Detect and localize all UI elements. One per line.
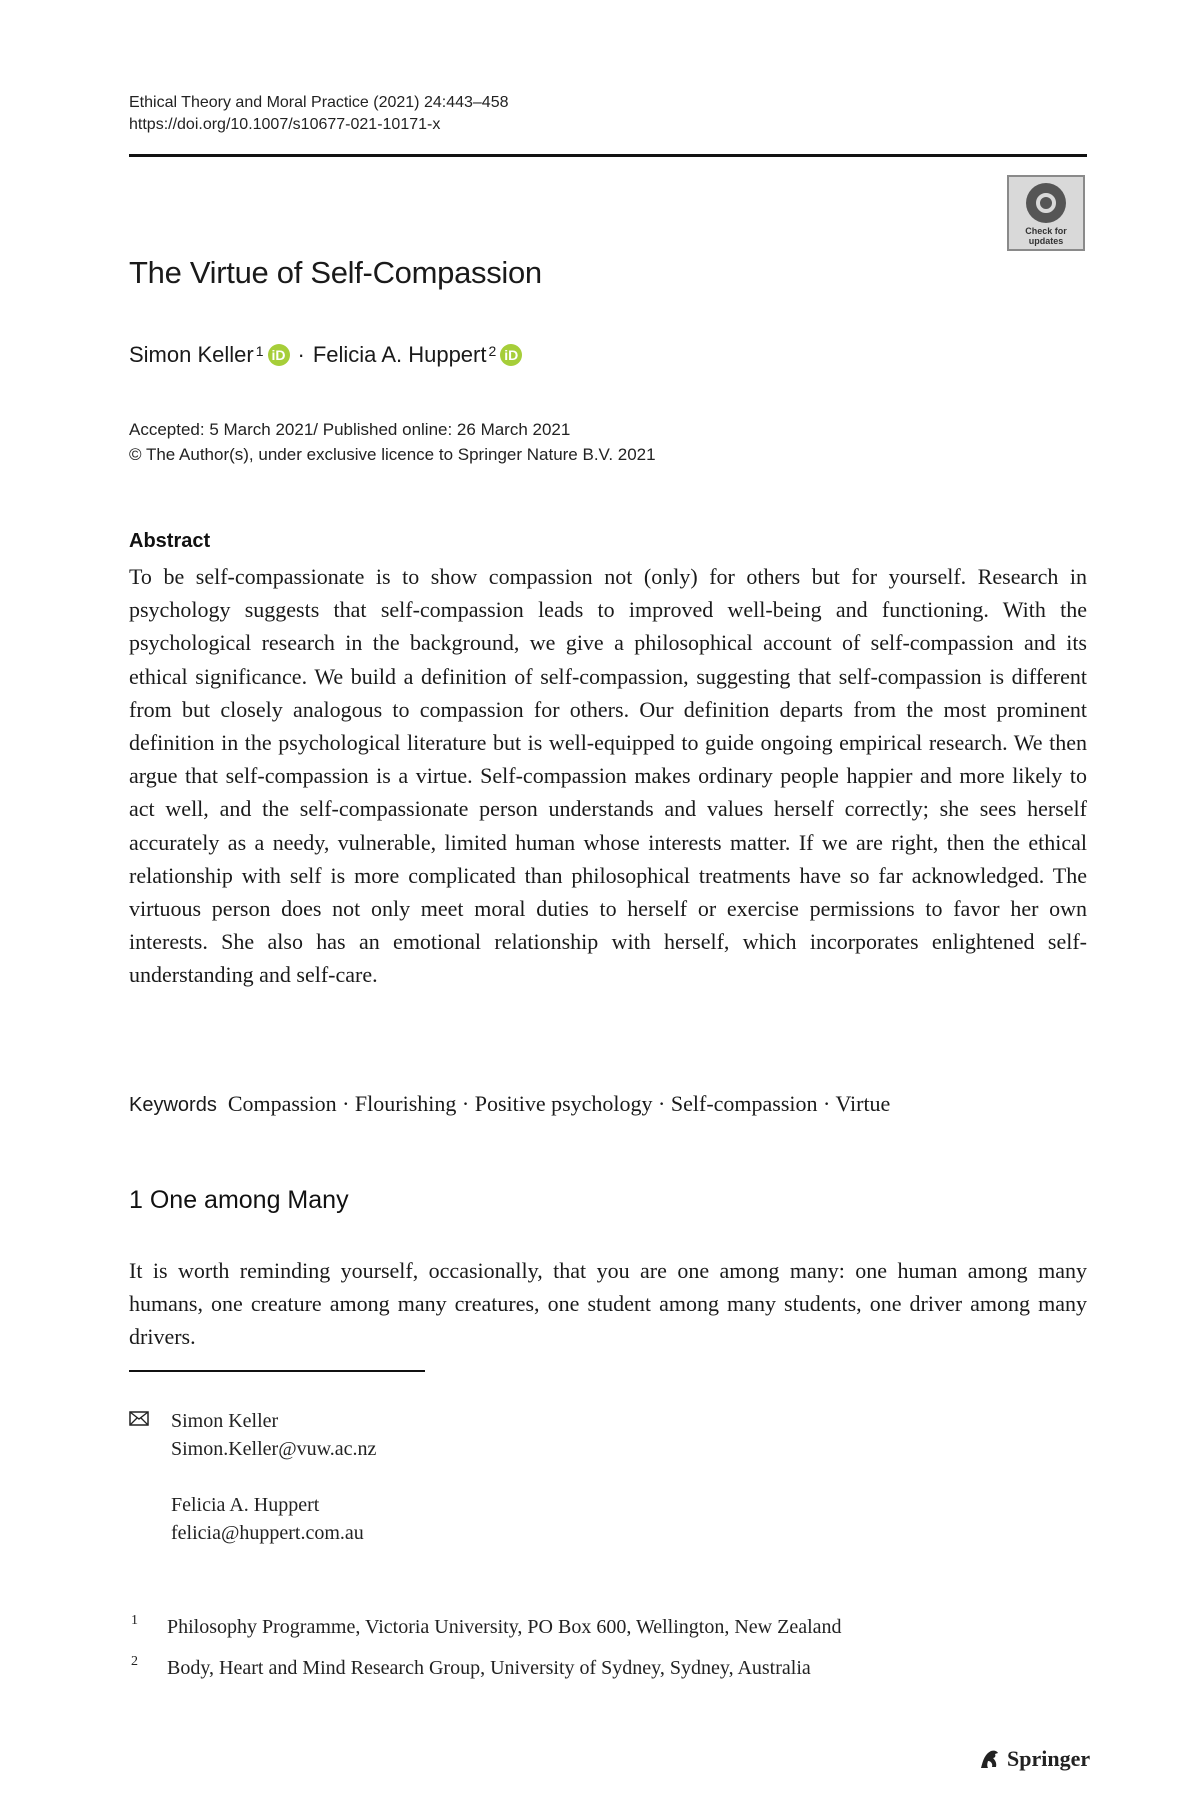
contact-name: Felicia A. Huppert (171, 1494, 320, 1516)
keywords-list: Compassion · Flourishing · Positive psychology · Self-compassion · Virtue (227, 1091, 891, 1116)
header-rule (129, 154, 1087, 157)
author-affiliation-number: 1 (255, 343, 264, 359)
contact-entry (171, 1491, 364, 1547)
check-for-updates-badge[interactable] (1007, 175, 1085, 251)
contact-entry (171, 1407, 376, 1463)
author-separator: · (297, 342, 305, 367)
envelope-icon (129, 1411, 149, 1426)
check-for-updates-label: Check for updates (1025, 226, 1067, 246)
author-list (129, 342, 528, 368)
section-paragraph: It is worth reminding yourself, occasionally, that you are one among many: one human among many humans, one creature among many creatures, one student among many students, one driver among many drivers. (129, 1258, 1087, 1349)
keywords-label: Keywords (129, 1094, 217, 1116)
affiliation-number: 2 (131, 1654, 138, 1669)
footnote-rule (129, 1370, 425, 1372)
author-name[interactable]: Felicia A. Huppert (312, 342, 487, 367)
orcid-icon[interactable]: iD (268, 344, 290, 366)
contact-name: Simon Keller (171, 1410, 279, 1432)
keywords-line (129, 1091, 890, 1117)
copyright-line: © The Author(s), under exclusive licence to Springer Nature B.V. 2021 (129, 445, 656, 464)
publisher-name: Springer (1007, 1746, 1091, 1771)
paper-title: The Virtue of Self-Compassion (129, 255, 542, 290)
author-affiliation-number: 2 (488, 343, 497, 359)
publication-dates (129, 417, 656, 467)
affiliation-text: Body, Heart and Mind Research Group, University of Sydney, Sydney, Australia (167, 1657, 811, 1679)
springer-horse-icon (977, 1746, 1003, 1772)
affiliation-text: Philosophy Programme, Victoria University, PO Box 600, Wellington, New Zealand (167, 1616, 842, 1638)
check-for-updates-icon (1026, 183, 1066, 223)
author-name[interactable]: Simon Keller (129, 342, 254, 367)
abstract-heading: Abstract (129, 530, 211, 552)
abstract-text: To be self-compassionate is to show compassion not (only) for others but for yourself. Research in psychology suggests that self-compassion leads to improved well-being and functioning. With the psychological research in the background, we give a philosophical account of self-compassion and its ethical significance. We build a definition of self-compassion, suggesting that self-compassion is different from but closely analogous to compassion for others. Our definition departs from the most prominent definition in the psychological literature but is well-equipped to guide ongoing empirical research. We then argue that self-compassion is a virtue. Self-compassion makes ordinary people happier and more likely to act well, and the self-compassionate person understands and values herself correctly; she sees herself accurately as a needy, vulnerable, limited human whose interests matter. If we are right, then the ethical relationship with self is more complicated than philosophical treatments have so far acknowledged. The virtuous person does not only meet moral duties to herself or exercise permissions to favor her own interests. She also has an emotional relationship with herself, which incorporates enlightened self-understanding and self-care. (129, 564, 1087, 988)
journal-header (129, 92, 508, 136)
contact-email[interactable]: felicia@huppert.com.au (171, 1522, 364, 1544)
section-heading: 1 One among Many (129, 1186, 349, 1214)
doi-link[interactable]: https://doi.org/10.1007/s10677-021-10171-x (129, 116, 441, 133)
publisher-logo (977, 1746, 1090, 1772)
accepted-published-line: Accepted: 5 March 2021/ Published online: 26 March 2021 (129, 420, 571, 439)
contact-email[interactable]: Simon.Keller@vuw.ac.nz (171, 1438, 377, 1460)
affiliation-number: 1 (131, 1613, 138, 1628)
orcid-icon[interactable]: iD (500, 344, 522, 366)
journal-citation: Ethical Theory and Moral Practice (2021) 24:443–458 (129, 94, 509, 111)
